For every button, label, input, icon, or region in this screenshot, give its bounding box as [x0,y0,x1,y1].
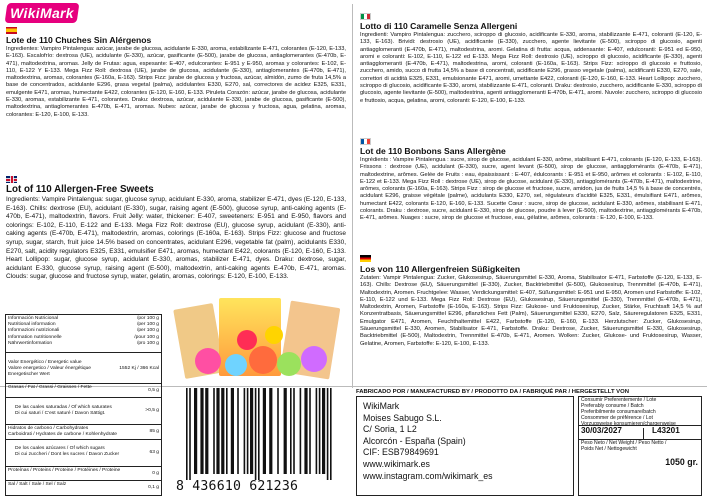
section-es [6,35,346,119]
section-es-title: Lote de 110 Chuches Sin Alérgenos [6,35,152,45]
wikimark-logo [6,3,78,23]
nutrition-row-value: 0 g [152,470,159,476]
section-en [6,184,346,282]
section-it [360,21,702,105]
nutrition-row-value: 0,5 g [148,387,159,393]
section-it-body: Ingredienti: Vampiro Pintalengua: zucchero, sciroppo di glucosio, acidificante E-330, aroma, stabilizzante E-471, coloranti (E-120, E-133, E-163). Brividi: destrosio (UE), acidificante (E-330), zucchero, agente lievitante (E-500), sciroppo di glucosio, agenti antiagglomeranti (E-470b, E-471), maltodestrina, aromi. Gelatina di frutta: acqua, addensante: E-407, edulcoranti: E-951 ed E-950, aromi e coloranti: E-102, E-110, E-122 ed E-133. Mega Fizz Roll: destrosio (UE), sciroppo di glucosio, acidificante (E-330), agenti antiagglomeranti (E-470b, E-471), maltodestrina, aromi, coloranti (E-160a, E-163). Strips Fizz: sciroppo di glucosio e fruttosio, zucchero, amido, succo di frutta 14,5% a base di concentrati, acidificante E296, grasso vegetale (palma), acidificanti E330, E270, sale, correttori di acidità E325, E331, emulsionante E471, aromi, umettante E422, coloranti (E-120, E-160, E-133. Heart Lollipop: zucchero, sciroppo di glucosio, acidificante E-330, aromi, stabilizzante E-471, coloranti. Draku: destrosio, zucchero, acidificante E-330, sciroppo di glucosio, agente lievitante (E-500), maltodestrina, agenti antiagglomeranti E-470b, E-471, aromi. Nuvole: zucchero, sciroppo di glucosio e fruttosio, acqua, gelatina, aromi, coloranti: E-120, E-100, E-133. [360,32,702,104]
barcode-bar [309,388,311,474]
nutrition-row-label: Hidratos de carbono / Carbohydrates Carboidrati / Hydrates de carbone / Kohlenhydrate [8,426,118,438]
nutrition-energy-row [6,353,161,384]
section-it-title: Lotto di 110 Caramelle Senza Allergeni [360,21,518,31]
candy-yellow [265,326,283,344]
section-de-body: Zutaten: Vampir Pintalengua: Zucker, Glukosesirup, Säuerungsmittel E-330, Aroma, Stabilisator E-471, Farbstoffe (E-120, E-133, E-163). Chills: Dextrose (EU), Säuerungsmittel (E-330), Zucker, Backtriebmittel (E-500), Glukosesirup, Trennmittel (E-470b, E-471), Maltodextrin, Aromen. Fruchtgelee: Wasser, Verdickungsmittel: E-407, Süßungsmittel: E-951 und E-950, Aromen und Farbstoffe: E-102, E-110, E-122 und E-133. Mega Fizz Roll: Dextrose (EU), Glukosesirup, Säuerungsmittel (E-330), Trennmittel (E-470b, E-471), Maltodextrin, Aromen, Farbstoffe (E-160a, E-163). Strips Fizz: Glukose- und Fruktosesirup, Zucker, Stärke, Fruchtsaft 14,5 % auf Konzentratbasis, Säuerungsmittel E296, pflanzliches Fett (Palm), Säuerungsmittel E330, E270, Salz, Säureregulatoren E325, E331, Emulgator E471, Aromen, Feuchthaltemittel E422, Farbstoffe (E-120, E-160, E-133. Herzlutscher: Zucker, Glukosesirup, Säuerungsmittel E-330, Aromen, Stabilisator E-471, Farbstoffe. Draku: Dextrose, Zucker, Säuerungsmittel E-330, Glukosesirup, Backtriebmittel (E-500), Maltodextrin, Trennmittel E-470b, E-471, Aromen. Wolken: Zucker, Glukose- und Fruktosesirup, Wasser, Gelatine, Aromen, Farbstoffe: E-120, E-100, E-133. [360,275,702,347]
barcode-guard-bar [255,388,257,480]
nutrition-energy-label: Valor Energético / Energetic value Valore energetico / Valeur énergétique Energetischer Wert [8,360,92,378]
barcode-bar [244,388,246,474]
barcode-bar [322,388,325,474]
candy-pink [195,348,221,374]
barcode-bar [226,388,228,474]
nutrition-row-salt [6,481,161,495]
nutrition-row-value: >0,5 g [145,407,159,413]
manufacturer-city: Alcorcón - España (Spain) [363,435,466,446]
barcode-guard-bar [189,388,191,480]
barcode-bar [290,388,292,474]
section-en-body: Ingredients: Vampire Pintalengua: sugar, glucose syrup, acidulant E-330, aroma, stabilizer E-471, dyes (E-120, E-133, E-163). Chills: dextrose (EU), acidulant (E-330), sugar, raising agent (E-500), glucose syrup, anti-caking agents (E-470b, E-471), maltodextrin, flavors. Fruit Jelly: water, thickener: E-407, sweeteners: E-951 and E-950, flavors and colorings: E-102, E-110, E-122 and E-133. Mega Fizz Roll: dextrose (EU), glucose syrup, acidulant (E-330), anti-caking agents (E-470b, E-471), maltodextrin, aromas, colorings (E-160a, E-163). Strips Fizz: glucose and fructose syrup, sugar, starch, fruit juice 14.5% based on concentrates, acidulant E296, vegetable fat (palm), acidulants E330, E270, salt, acidity regulators E325, E331, emulsifier E471, aromas, humectant E422, colorants (E-120, E-160, E-133. Heart Lollipop: sugar, glucose syrup, acidulant E-330, aromas, stabilizer E-471, dyes. Draku: dextrose, sugar, acidulant E-330, glucose syrup, raising agent (E-500), maltodextrin, anti-caking agents E-470b, E-471, aromas. Clouds: sugar, glucose and fructose syrup, water, gelatin, aromas, colorings: E-120, E-100, E-133. [6,196,346,281]
barcode-bar [247,388,249,474]
barcode-bars [186,388,338,480]
barcode-bar [284,388,287,474]
barcode-guard-bar [330,388,332,480]
section-en-title: Lot of 110 Allergen-Free Sweets [6,184,154,195]
barcode-guard-bar [258,388,260,480]
nutrition-header-row [6,315,161,353]
manufacturer-brand: WikiMark [363,401,400,411]
nutrition-row-fat [6,384,161,398]
barcode-bar [200,388,203,474]
barcode-digits: 8 436610 621236 [176,479,299,494]
nutrition-row-value: 0,1 g [148,484,159,490]
barcode-bar [293,388,295,474]
nutrition-row-label: Sal / Salt / Sale / Sel / Salz [8,482,67,487]
barcode-bar [319,388,321,474]
barcode-bar [304,388,307,474]
section-fr-title: Lot de 110 Bonbons Sans Allergène [360,146,506,156]
column-divider [352,4,353,388]
spain-flag-icon [6,27,17,34]
barcode-bar [205,388,208,474]
lot-box [578,396,702,496]
barcode-bar [231,388,234,474]
italy-flag-icon [360,13,371,20]
nutrition-row-value: 63 g [149,449,159,455]
barcode-bar [221,388,224,474]
nutrition-table [5,314,162,496]
candy-purple [301,346,327,372]
lot-code: L43201 [643,428,680,439]
net-weight-value: 1050 gr. [665,457,698,468]
manufacturer-box [356,396,574,496]
nutrition-row-carbs [6,425,161,440]
barcode-guard-bar [327,388,329,480]
lot-header: Consumir Preferentemente / Lote Preferably consume / Batch Preferibilmente consumare/batch Consommer de préférence / Lot Vorzugsweise konsumieren/chargenweise [579,397,701,426]
net-weight-cell [579,440,701,468]
lot-row [579,426,701,440]
barcode-bar [216,388,219,474]
candy-blue [225,354,247,376]
nutrition-row-sugars [6,440,161,467]
logo-text: WikiMark [10,5,74,21]
manufacturer-cif: CIF: ESB79849691 [363,447,439,458]
nutrition-energy-value: 1552 Kj / 366 Kcal [119,366,159,371]
candy-orange [249,346,277,374]
best-before-date: 30/03/2027 [581,426,622,435]
barcode [176,386,340,496]
barcode-bar [237,388,239,474]
manufacturer-instagram: www.instagram.com/wikimark_es [363,470,493,481]
candy-red [237,330,257,350]
nutrition-row-protein [6,467,161,481]
barcode-bar [194,388,197,474]
manufacturer-website: www.wikimark.es [363,458,430,469]
nutrition-header-label: Información Nutricional Nutritional information Informazioni nutrizionali Information nutritionnelle Nährwertinformation [8,316,62,346]
section-fr-body: Ingrédients : Vampire Pintalengua : sucre, sirop de glucose, acidulant E-330, arôme, stabilisant E-471, colorants (E-120, E-133, E-163). Frissons : dextrose (UE), acidulant (E-330), sucre, agent levant (E-500), sirop de glucose, antiagglomérants (E-470b, E-471), maltodextrine, arômes. Gelée de Fruits : eau, épaississant : E-407, édulcorants : E-951 et E-950, arômes et colorants : E-102, E-110, E-122 et E-133. Mega Fizz Roll : dextrose (UE), sirop de glucose, acidulant (E-330), antiagglomérants (E-470b, E-471), maltodextrine, arômes, colorants (E-160a, E-163). Strips Fizz : sirop de glucose et fructose, sucre, amidon, jus de fruits 14,5 % à base de concentrés, acidulant E296, graisse végétale (palme), acidulants E330, E270, sel, régulateurs d'acidité E325, E331, émulsifiant E471, arômes, humectant E422, colorants E-120, E-160, E-133. Sucette Cœur : sucre, sirop de glucose, acidulant E-330, arômes, stabilisant E-471, colorants. Draku : dextrose, sucre, acidulant E-330, sirop de glucose, poudre à lever (E-500), maltodextrine, antiagglomérants E-470b, E-471, arômes. Nuages : sucre, sirop de glucose et fructose, eau, gélatine, arômes, colorants : E-120, E-100, E-133. [360,157,702,222]
nutrition-row-saturates [6,398,161,425]
section-de-title: Los von 110 Allergenfreien Süßigkeiten [360,264,521,274]
nutrition-row-value: 85 g [149,428,159,434]
barcode-bar [263,388,266,474]
section-es-body: Ingredientes: Vampiro Pintalengua: azúcar, jarabe de glucosa, acidulante E-330, aroma, estabilizante E-471, colorantes (E-120, E-133, E-163). Escalofrío: dextrosa (UE), acidulante (E-330), azúcar, gasificante (E-500), jarabe de glucosa, antiaglomerantes (E-470b, E-471), maltodextrina, aromas. Jelly de Frutas: agua, espesante: E-407, edulcorantes: E-951 y E-950, aromas y colorantes: E-102, E-110, E-122 Y E-133. Mega Fizz Roll: dextrosa (UE), jarabe de glucosa, acidulante (E-330), antiaglomerantes (E-470b, E-471), maltodextrina, aromas, colorantes (E-160a, E-163). Strips Fizz: jarabe de glucosa y fructosa, azúcar, almidón, zumo de fruta 14,5% a base de concentrados, acidulante E296, grasa vegetal (palma), acidulantes E330, E270, sal, correctores de acidez E325, E331, emulgente E471, aromas, humectante E422, colorantes (E-120, E-160, E-133. Piruleta Corazón: azúcar, jarabe de glucosa, acidulante E-330, aromas, estabilizante E-471, colorantes. Draku: dextrosa, azúcar, acidulante E-330, jarabe de glucosa, gasificante (E-500), maltodextrina, antiaglomerantes E-470b, E-471, aromas. Nubes: azúcar, jarabe de glucosa y fructosa, agua, gelatina, aromas, colorantes: E-120, E-100, E-133. [6,46,346,118]
net-weight-label: Peso Neto / Net Weight / Peso Netto / Poids Net / Nettogewicht [581,440,667,452]
barcode-bar [269,388,272,474]
barcode-bar [316,388,318,474]
nutrition-row-label: Proteínas / Proteins / Proteine / Protéines / Proteine [8,468,121,473]
barcode-guard-bar [186,388,188,480]
uk-flag-icon [6,176,17,183]
barcode-bar [213,388,215,474]
manufacturer-street: C/ Soria, 1 L2 [363,424,417,435]
section-fr [360,146,702,223]
nutrition-row-label: De los cuales azúcares / Of which sugars Di cui zuccheri / Dont les sucres / Davon Zucker [15,446,120,458]
candy-green [277,352,301,376]
manufacturer-title: FABRICADO POR / MANUFACTURED BY / PRODOTTO DA / FABRIQUÉ PAR / HERGESTELLT VON [356,389,629,395]
nutrition-row-label: Grasas / Fat / Grassi / Graisses / Fette [8,385,92,390]
nutrition-row-label: De las cuales saturadas / Of which saturates Di cui saturi / C'est saturé / Davon Sättigt. [15,405,112,417]
barcode-bar [277,388,279,474]
barcode-bar [300,388,302,474]
manufacturer-company: Moises Sabugo S.L. [363,412,442,423]
nutrition-header-value: /por 100 g /per 100 g /per 100 g /pour 100 g /pro 100 g [134,316,159,346]
barcode-bar [250,388,253,474]
france-flag-icon [360,138,371,145]
product-photo [175,296,343,382]
section-de [360,264,702,348]
germany-flag-icon [360,255,371,262]
